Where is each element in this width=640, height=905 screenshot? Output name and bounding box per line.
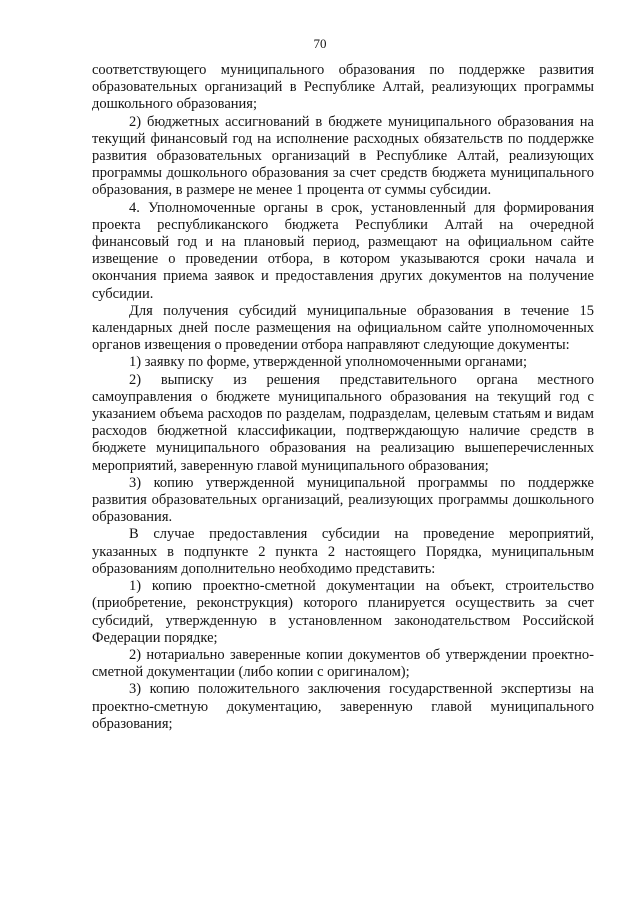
- paragraph-item-1-application: 1) заявку по форме, утвержденной уполномоченными органами;: [129, 354, 527, 371]
- paragraph-item-2-budget-allocations: 2) бюджетных ассигнований в бюджете муниципального образования на текущий финансовый год на исполнение расходных обязательств по поддержке развития образовательных организаций в Республике Алтай, реализующих программы дошкольного образования за счет средств бюджета муниципального образования, в размере не менее 1 процента от суммы субсидии.: [92, 113, 594, 199]
- paragraph-additional-documents: В случае предоставления субсидии на проведение мероприятий, указанных в подпункте 2 пункта 2 настоящего Порядка, муниципальным образованиям дополнительно необходимо представить:: [92, 526, 594, 577]
- paragraph-item-3-expertise-conclusion: 3) копию положительного заключения государственной экспертизы на проектно-сметную документацию, заверенную главой муниципального образования;: [92, 681, 594, 732]
- paragraph-continuation: соответствующего муниципального образования по поддержке развития образовательных организаций в Республике Алтай, реализующих программы дошкольного образования;: [92, 62, 594, 113]
- paragraph-documents-required: Для получения субсидий муниципальные образования в течение 15 календарных дней после размещения на официальном сайте уполномоченных органов извещения о проведении отбора направляют следующие документы:: [92, 302, 594, 354]
- paragraph-item-2-budget-extract: 2) выписку из решения представительного органа местного самоуправления о бюджете муниципального образования на текущий год с указанием объема расходов по разделам, подразделам, целевым статьям и видам расходов бюджетной классификации, подтверждающую наличие средств в бюджете муниципального образования на реализацию вышеперечисленных мероприятий, заверенную главой муниципального образования;: [92, 371, 594, 474]
- paragraph-item-3-program-copy: 3) копию утвержденной муниципальной программы по поддержке развития образовательных организаций, реализующих программы дошкольного образования.: [92, 474, 594, 526]
- document-body: [92, 62, 594, 733]
- paragraph-item-1-design-documentation: 1) копию проектно-сметной документации на объект, строительство (приобретение, реконструкция) которого планируется осуществить за счет субсидий, утвержденную в установленном законодательством Российской Федерации порядке;: [92, 578, 594, 646]
- paragraph-item-2-notarized-copies: 2) нотариально заверенные копии документов об утверждении проектно-сметной документации (либо копии с оригиналом);: [92, 646, 594, 681]
- page-number: 70: [313, 36, 327, 51]
- paragraph-clause-4-selection-notice: 4. Уполномоченные органы в срок, установленный для формирования проекта республиканского бюджета Республики Алтай на очередной финансовый год и на плановый период, размещают на официальном сайте извещение о проведении отбора, в котором указываются сроки начала и окончания приема заявок и предоставления других документов на получение субсидии.: [92, 199, 594, 302]
